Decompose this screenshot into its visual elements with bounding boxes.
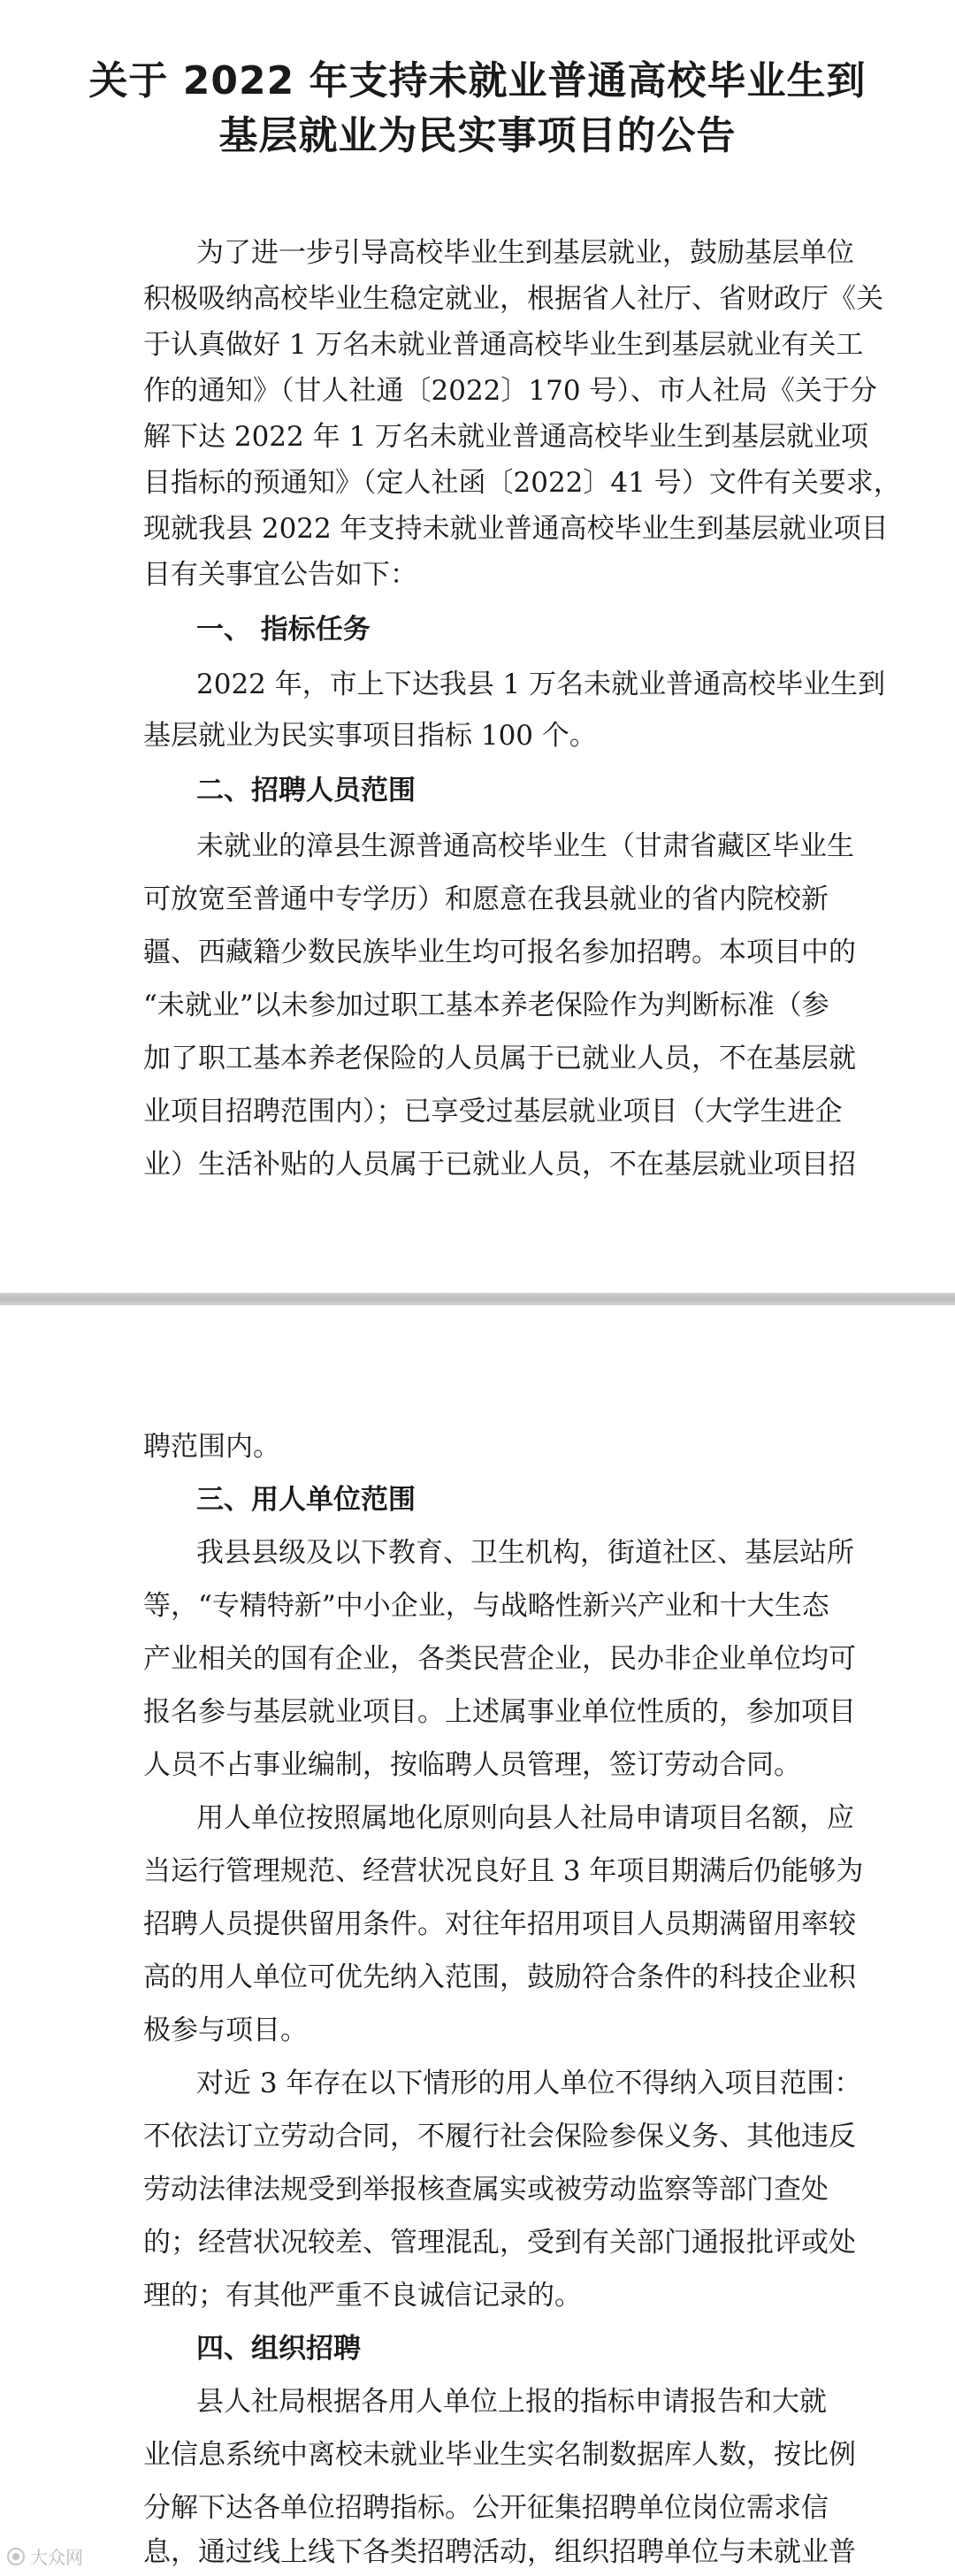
paragraph-line: 业信息系统中离校未就业毕业生实名制数据库人数，按比例 <box>143 2439 856 2471</box>
paragraph-line: 息，通过线上线下各类招聘活动，组织招聘单位与未就业普 <box>143 2536 856 2568</box>
paragraph-line: 业项目招聘范围内）；已享受过基层就业项目（大学生进企 <box>143 1096 843 1127</box>
paragraph-line: 2022 年，市上下达我县 1 万名未就业普通高校毕业生到 <box>196 669 886 700</box>
paragraph-line: 分解下达各单位招聘指标。公开征集招聘单位岗位需求信 <box>143 2492 829 2524</box>
watermark <box>7 2543 83 2569</box>
paragraph-line: 等，“专精特新”中小企业，与战略性新兴产业和十大生态 <box>143 1590 829 1622</box>
watermark-logo-icon <box>7 2548 25 2565</box>
section-heading: 三、用人单位范围 <box>196 1484 416 1516</box>
paragraph-line: 可放宽至普通中专学历）和愿意在我县就业的省内院校新 <box>143 883 829 915</box>
paragraph-line: 对近 3 年存在以下情形的用人单位不得纳入项目范围： <box>196 2068 862 2099</box>
document-title-line-2: 基层就业为民实事项目的公告 <box>218 113 737 158</box>
paragraph-line: 县人社局根据各用人单位上报的指标申请报告和大就 <box>196 2386 827 2418</box>
paragraph-line: 人员不占事业编制，按临聘人员管理，签订劳动合同。 <box>143 1749 801 1781</box>
paragraph-line: 招聘人员提供留用条件。对往年招用项目人员期满留用率较 <box>143 1908 856 1940</box>
paragraph-line: 产业相关的国有企业，各类民营企业，民办非企业单位均可 <box>143 1643 856 1675</box>
paragraph-line: 为了进一步引导高校毕业生到基层就业，鼓励基层单位 <box>196 237 854 269</box>
paragraph-line: 解下达 2022 年 1 万名未就业普通高校毕业生到基层就业项 <box>143 421 869 453</box>
watermark-text: 大众网 <box>30 2547 83 2568</box>
paragraph-line: 未就业的漳县生源普通高校毕业生（甘肃省藏区毕业生 <box>196 830 854 862</box>
paragraph-line: 的；经营状况较差、管理混乱，受到有关部门通报批评或处 <box>143 2227 856 2259</box>
paragraph-line: 我县县级及以下教育、卫生机构，街道社区、基层站所 <box>196 1537 854 1569</box>
paragraph-line: 当运行管理规范、经营状况良好且 3 年项目期满后仍能够为 <box>143 1855 864 1887</box>
section-heading: 二、招聘人员范围 <box>196 775 416 806</box>
paragraph-line: 用人单位按照属地化原则向县人社局申请项目名额，应 <box>196 1802 854 1834</box>
paragraph-line: 聘范围内。 <box>143 1431 280 1463</box>
section-heading: 一、 指标任务 <box>196 614 371 646</box>
paragraph-line: 业）生活补贴的人员属于已就业人员，不在基层就业项目招 <box>143 1149 856 1181</box>
paragraph-line: 作的通知》（甘人社通〔2022〕170 号）、市人社局《关于分 <box>143 375 877 407</box>
paragraph-line: 现就我县 2022 年支持未就业普通高校毕业生到基层就业项目 <box>143 513 889 545</box>
document-page-2 <box>0 1305 955 2576</box>
document-title-line-1: 关于 2022 年支持未就业普通高校毕业生到 <box>88 58 867 103</box>
paragraph-line: 劳动法律法规受到举报核查属实或被劳动监察等部门查处 <box>143 2174 829 2205</box>
paragraph-line: 不依法订立劳动合同，不履行社会保险参保义务、其他违反 <box>143 2121 856 2152</box>
paragraph-line: 高的用人单位可优先纳入范围，鼓励符合条件的科技企业积 <box>143 1961 856 1993</box>
paragraph-line: 理的；有其他严重不良诚信记录的。 <box>143 2280 582 2312</box>
page-separator <box>0 1293 955 1305</box>
paragraph-line: 基层就业为民实事项目指标 100 个。 <box>143 720 597 752</box>
section-heading: 四、组织招聘 <box>196 2333 361 2365</box>
paragraph-line: 目有关事宜公告如下： <box>143 559 417 591</box>
paragraph-line: 积极吸纳高校毕业生稳定就业，根据省人社厅、省财政厅《关 <box>143 283 883 315</box>
paragraph-line: 疆、西藏籍少数民族毕业生均可报名参加招聘。本项目中的 <box>143 936 856 968</box>
paragraph-line: “未就业”以未参加过职工基本养老保险作为判断标准（参 <box>143 990 829 1021</box>
paragraph-line: 目指标的预通知》（定人社函〔2022〕41 号）文件有关要求， <box>143 467 901 499</box>
paragraph-line: 报名参与基层就业项目。上述属事业单位性质的，参加项目 <box>143 1696 856 1728</box>
paragraph-line: 加了职工基本养老保险的人员属于已就业人员，不在基层就 <box>143 1043 856 1074</box>
paragraph-line: 极参与项目。 <box>143 2014 308 2046</box>
paragraph-line: 于认真做好 1 万名未就业普通高校毕业生到基层就业有关工 <box>143 329 864 361</box>
